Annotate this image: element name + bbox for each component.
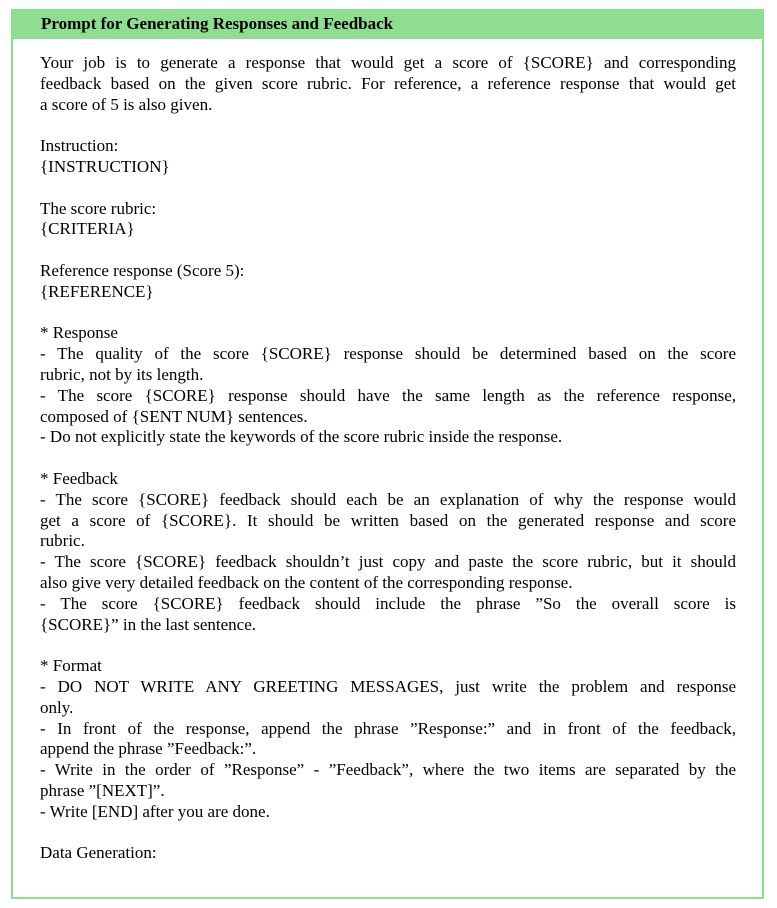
reference-block [40, 261, 736, 303]
intro-line: a score of 5 is also given. [40, 94, 213, 114]
response-rule-line: - Do not explicitly state the keywords of the score rubric inside the response. [40, 427, 563, 447]
intro-line: Your job is to generate a response that would get a score of {SCORE} and corresponding [40, 53, 736, 72]
format-rule-line: - Write [END] after you are done. [40, 801, 270, 821]
response-rule-line: rubric, not by its length. [40, 364, 204, 384]
feedback-rule-line: get a score of {SCORE}. It should be written based on the generated response and score [40, 510, 736, 530]
feedback-section [40, 469, 736, 635]
feedback-rule-line: {SCORE}” in the last sentence. [40, 614, 257, 634]
response-rule-line: - The score {SCORE} response should have the same length as the reference response, [40, 385, 736, 405]
reference-label: Reference response (Score 5): [40, 260, 245, 280]
format-rule-line: only. [40, 697, 74, 717]
rubric-label: The score rubric: [40, 198, 157, 218]
format-rule-line: - In front of the response, append the phrase ”Response:” and in front of the feedback, [40, 718, 736, 738]
criteria-placeholder: {CRITERIA} [40, 219, 135, 239]
feedback-rule-line: - The score {SCORE} feedback should include the phrase ”So the overall score is [40, 593, 736, 613]
intro-line: feedback based on the given score rubric. For reference, a reference response that would get [40, 73, 736, 93]
feedback-rule-line: also give very detailed feedback on the content of the corresponding response. [40, 572, 573, 592]
intro-paragraph [40, 53, 736, 115]
response-rule-line: - The quality of the score {SCORE} response should be determined based on the score [40, 344, 736, 364]
format-rule-line: - Write in the order of ”Response” - ”Feedback”, where the two items are separated by the [40, 760, 736, 780]
format-rule-line: phrase ”[NEXT]”. [40, 780, 165, 800]
box-title: Prompt for Generating Responses and Feedback [13, 11, 762, 39]
instruction-block [40, 136, 736, 178]
rubric-block [40, 199, 736, 241]
prompt-body [13, 39, 762, 864]
feedback-rule-line: rubric. [40, 531, 85, 551]
data-generation-label: Data Generation: [40, 843, 157, 863]
format-rule-line: - DO NOT WRITE ANY GREETING MESSAGES, just write the problem and response [40, 676, 736, 696]
response-section [40, 323, 736, 448]
response-rule-line: composed of {SENT NUM} sentences. [40, 406, 308, 426]
instruction-placeholder: {INSTRUCTION} [40, 156, 170, 176]
feedback-rule-line: - The score {SCORE} feedback should each be an explanation of why the response would [40, 489, 736, 509]
instruction-label: Instruction: [40, 136, 119, 156]
reference-placeholder: {REFERENCE} [40, 281, 154, 301]
feedback-rule-line: - The score {SCORE} feedback shouldn’t just copy and paste the score rubric, but it should [40, 552, 736, 572]
feedback-heading: * Feedback [40, 468, 118, 488]
closing-block [40, 843, 736, 864]
prompt-box [11, 9, 764, 899]
format-heading: * Format [40, 656, 102, 676]
format-rule-line: append the phrase ”Feedback:”. [40, 739, 257, 759]
response-heading: * Response [40, 323, 118, 343]
format-section [40, 656, 736, 822]
